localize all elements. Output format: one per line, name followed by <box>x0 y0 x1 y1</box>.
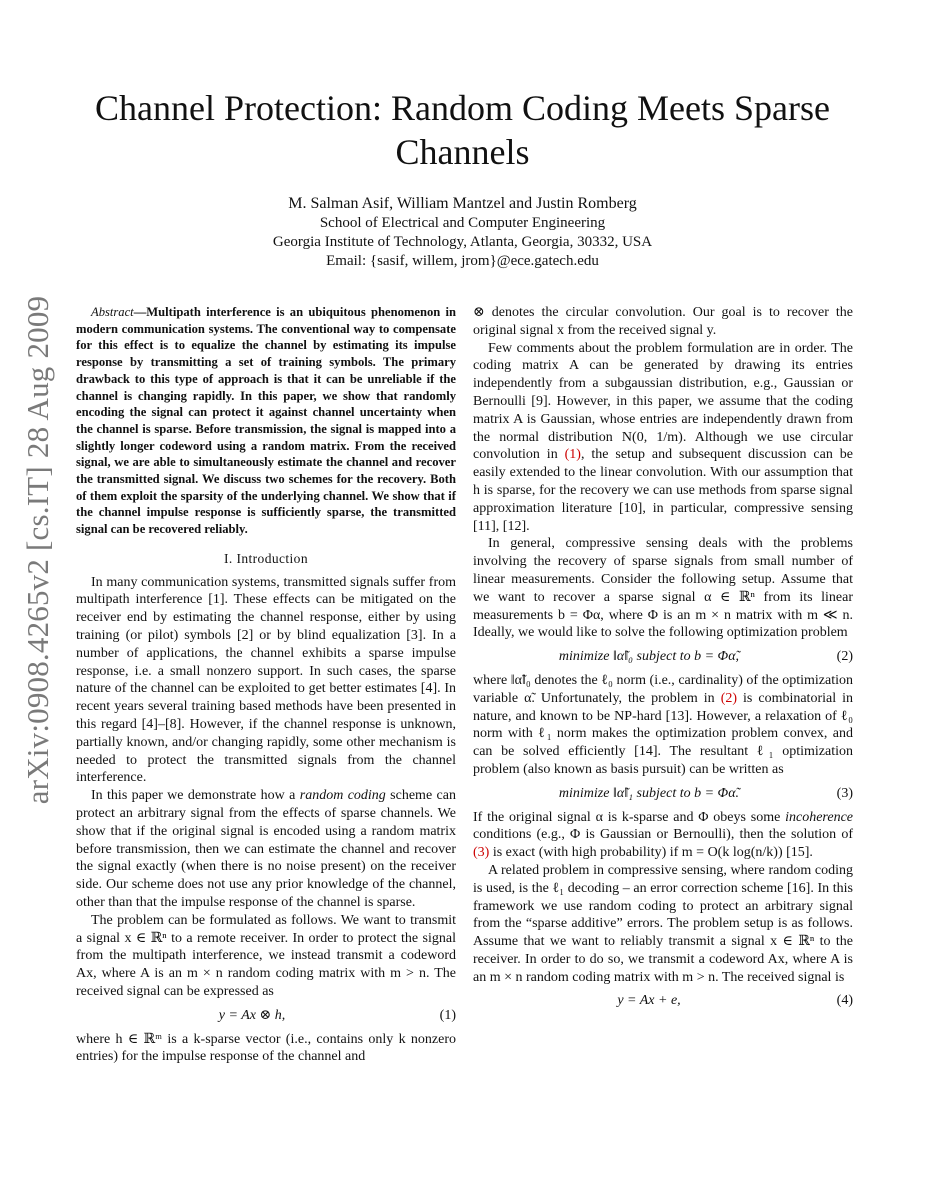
intro-p2-text-b: scheme can protect an arbitrary signal from the effects of sparse channels. We show that if the original signal is encoded using a random matrix before transmission, then we can estimate the channel and recover the signal exactly (when there is no noise present) on the receiver side. Our scheme does not use any prior knowledge of the channel, other than that the impulse response of the channel is sparse. <box>76 788 456 910</box>
equation-2-body: minimize ‖α̃‖₀ subject to b = Φα̃, <box>558 649 740 665</box>
right-p2-text-a: Few comments about the problem formulation are in order. The coding matrix A can be generated by drawing its entries independently from a subgaussian distribution, e.g., Gaussian or Bernoulli [9]. However, in this paper, we assume that the coding matrix A is Gaussian, whose entries are independently drawn from the normal distribution N(0, 1/m). Although we use circular convolution in <box>473 340 853 463</box>
intro-p2-emphasis: random coding <box>299 788 386 804</box>
right-paragraph-2 <box>473 340 853 536</box>
intro-paragraph-3: The problem can be formulated as follows. We want to transmit a signal x ∈ ℝⁿ to a remote receiver. In order to protect the signal from the multipath interference, we instead transmit a codeword Ax, where A is an m × n random coding matrix with m > n. The received signal can be expressed as <box>76 912 456 999</box>
paper-title: Channel Protection: Random Coding Meets Sparse Channels <box>95 88 830 172</box>
equation-2-number: (2) <box>836 649 853 665</box>
equation-ref-2-link[interactable]: (2) <box>720 690 738 706</box>
author-block <box>70 194 855 271</box>
right-p5-text-b: conditions (e.g., Φ is Gaussian or Bernoulli), then the solution of <box>473 827 853 843</box>
left-column <box>76 304 456 1066</box>
equation-ref-1-link[interactable]: (1) <box>564 447 581 463</box>
equation-1-number: (1) <box>439 1007 456 1023</box>
right-p5-text-c: is exact (with high probability) if m = O(k log(n/k)) [15]. <box>489 845 813 861</box>
intro-paragraph-4: where h ∈ ℝᵐ is a k-sparse vector (i.e., contains only k nonzero entries) for the impulse response of the channel and <box>76 1031 456 1065</box>
author-names: M. Salman Asif, William Mantzel and Justin Romberg <box>288 195 637 212</box>
right-paragraph-5 <box>473 809 853 862</box>
affiliation-institute: Georgia Institute of Technology, Atlanta, Georgia, 30332, USA <box>272 234 653 250</box>
right-paragraph-4 <box>473 672 853 779</box>
section-heading-introduction: I. Introduction <box>224 550 308 566</box>
right-paragraph-6: A related problem in compressive sensing, where random coding is used, is the ℓ₁ decoding – an error correction scheme [16]. In this framework we use random coding to protect an arbitrary signal from the “sparse additive” errors. The problem setup is as follows. Assume that we want to reliably transmit a signal x ∈ ℝⁿ to the receiver. In order to do so, we transmit a codeword Ax, where A is an m × n random coding matrix with m > n. The received signal is <box>473 862 853 985</box>
equation-3-number: (3) <box>836 785 853 801</box>
equation-ref-3-link[interactable]: (3) <box>473 845 490 861</box>
right-p5-emphasis: incoherence <box>785 809 853 825</box>
right-p5-text-a: If the original signal α is k-sparse and Φ obeys some <box>473 809 786 825</box>
author-email: Email: {sasif, willem, jrom}@ece.gatech.edu <box>326 253 599 269</box>
equation-4-body: y = Ax + e, <box>617 993 681 1009</box>
affiliation-school: School of Electrical and Computer Engineering <box>319 215 606 231</box>
equation-3-body: minimize ‖α̃‖₁ subject to b = Φα̃. <box>558 785 740 801</box>
right-p2-text-b: , the setup and subsequent discussion can be easily extended to the linear convolution. With our assumption that h is sparse, for the recovery we can use methods from sparse signal approximation literature [10], in particular, compressive sensing [11], [12]. <box>473 447 853 534</box>
right-column <box>473 304 853 1016</box>
abstract-text: —Multipath interference is an ubiquitous phenomenon in modern communication systems. The conventional way to compensate for this effect is to equalize the channel by estimating its impulse response by transmitting a set of training symbols. The primary drawback to this type of approach is that it can be unreliable if the channel is changing rapidly. In this paper, we show that randomly encoding the signal can protect it against channel uncertainty when the channel is sparse. Before transmission, the signal is mapped into a slightly longer codeword using a random matrix. From the received signal, we are able to simultaneously estimate the channel and recover the transmitted signal. We discuss two schemes for the recovery. Both of them exploit the sparsity of the underlying channel. We show that if the channel impulse response is sufficiently sparse, the transmitted signal can be recovered reliably. <box>76 305 456 537</box>
right-p4-text-b: is combinatorial in nature, and known to be NP-hard [13]. However, a relaxation of ℓ₀ norm with ℓ₁ norm makes the optimization problem convex, and can be solved efficiently [14]. The resultant ℓ₁ optimization problem (also known as basis pursuit) can be written as <box>473 690 853 777</box>
arxiv-id: arXiv:0908.4265v2 [cs.IT] 28 Aug 2009 <box>20 295 55 805</box>
abstract <box>76 304 456 538</box>
arxiv-watermark <box>18 295 58 805</box>
intro-p2-text-a: In this paper we demonstrate how a <box>91 788 300 804</box>
equation-3 <box>473 785 853 803</box>
equation-1-body: y = Ax ⊗ h, <box>218 1007 286 1023</box>
abstract-label: Abstract <box>91 305 134 319</box>
equation-4-number: (4) <box>836 993 853 1009</box>
intro-paragraph-1: In many communication systems, transmitted signals suffer from multipath interference [1]. These effects can be mitigated on the receiver end by estimating the channel response, either by using training (or pilot) symbols [2] or by blind equalization [3]. In a number of applications, the channel exhibits a sparse impulse response, i.e. a small nonzero support. In such cases, the sparse nature of the channel can be exploited to get better estimates [4]. In recent years several training based methods have been presented in this regard [4]–[8]. However, if the channel response is unknown, partially known, and/or changing rapidly, some other mechanism is needed to protect the transmitted signals from the channel interference. <box>76 574 456 786</box>
equation-4 <box>473 992 853 1010</box>
right-p4-text-a: where ‖α̃‖₀ denotes the ℓ₀ norm (i.e., cardinality) of the optimization variable α̃. Unfortunately, the problem in <box>473 672 853 706</box>
intro-paragraph-2 <box>76 787 456 912</box>
equation-2 <box>473 648 853 666</box>
right-paragraph-3: In general, compressive sensing deals with the problems involving the recovery of sparse signals from small number of linear measurements. Consider the following setup. Assume that we want to recover a sparse signal α ∈ ℝⁿ from its linear measurements b = Φα, where Φ is an m × n matrix with m ≪ n. Ideally, we would like to solve the following optimization problem <box>473 536 853 641</box>
right-paragraph-1: ⊗ denotes the circular convolution. Our goal is to recover the original signal x from the received signal y. <box>473 305 853 338</box>
equation-1 <box>76 1007 456 1025</box>
